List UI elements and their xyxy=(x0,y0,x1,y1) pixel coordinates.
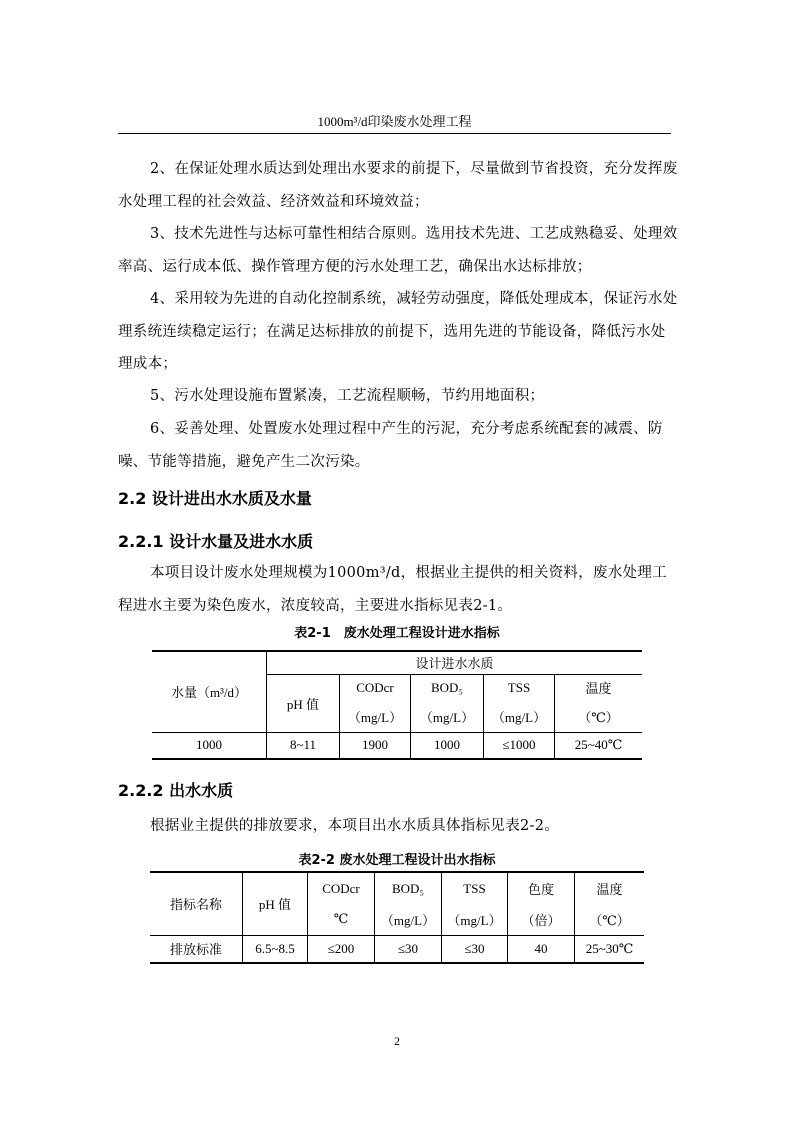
table-1-header-ph: pH 值 xyxy=(267,674,340,732)
table-2-header-bod: BOD₅ xyxy=(375,872,442,904)
table-1-header-tss: TSS xyxy=(484,674,555,701)
table-2-unit-cod: ℃ xyxy=(308,904,375,935)
section-heading-2-2: 2.2 设计进出水水质及水量 xyxy=(118,489,312,508)
table-2-cell-ph: 6.5~8.5 xyxy=(243,935,308,963)
table-2-header-cod: CODcr xyxy=(308,872,375,904)
page-header: 1000m³/d印染废水处理工程 xyxy=(317,114,472,129)
table-2-header-temp: 温度 xyxy=(575,872,645,904)
table-2-cell-cod: ≤200 xyxy=(308,935,375,963)
table-2-unit-bod: （mg/L） xyxy=(375,904,442,935)
table-1-cell-temp: 25~40℃ xyxy=(555,732,643,759)
table-1-unit-bod: （mg/L） xyxy=(411,701,484,732)
page-number: 2 xyxy=(394,1034,400,1048)
paragraph-3: 3、技术先进性与达标可靠性相结合原则。选用技术先进、工艺成熟稳妥、处理效率高、运行成本低、操作管理方便的污水处理工艺，确保出水达标排放； xyxy=(118,226,678,275)
table-2-cell-tss: ≤30 xyxy=(442,935,508,963)
table-1-flow-header: 水量（m³/d） xyxy=(152,651,267,732)
table-1-cell-cod: 1900 xyxy=(340,732,411,759)
table-row xyxy=(152,732,642,759)
paragraph-2-2-2: 根据业主提供的排放要求，本项目出水水质具体指标见表2-2。 xyxy=(150,818,560,834)
table-2-cell-bod: ≤30 xyxy=(375,935,442,963)
table-1-header-temp: 温度 xyxy=(555,674,643,701)
paragraph-2: 2、在保证处理水质达到处理出水要求的前提下，尽量做到节省投资，充分发挥废水处理工程的社会效益、经济效益和环境效益； xyxy=(118,161,678,210)
table-2-header-name: 指标名称 xyxy=(150,872,243,935)
table-1-unit-temp: （℃） xyxy=(555,701,643,732)
table-1-cell-tss: ≤1000 xyxy=(484,732,555,759)
table-2-caption: 表2-2 废水处理工程设计出水指标 xyxy=(298,853,496,868)
table-1-group-header: 设计进水水质 xyxy=(267,651,643,674)
table-1-header-bod: BOD₅ xyxy=(411,674,484,701)
table-2-unit-color: （倍） xyxy=(508,904,575,935)
inflow-quality-table xyxy=(152,650,642,760)
table-1-cell-ph: 8~11 xyxy=(267,732,340,759)
table-2-cell-temp: 25~30℃ xyxy=(575,935,645,963)
table-1-unit-cod: （mg/L） xyxy=(340,701,411,732)
table-1-caption: 表2-1 废水处理工程设计进水指标 xyxy=(294,626,500,641)
table-2-cell-color: 40 xyxy=(508,935,575,963)
table-2-unit-tss: （mg/L） xyxy=(442,904,508,935)
table-1-unit-tss: （mg/L） xyxy=(484,701,555,732)
paragraph-5: 5、污水处理设施布置紧凑，工艺流程顺畅，节约用地面积； xyxy=(150,388,545,404)
table-2-header-tss: TSS xyxy=(442,872,508,904)
table-1-header-cod: CODcr xyxy=(340,674,411,701)
table-2-cell-name: 排放标准 xyxy=(150,935,243,963)
paragraph-6: 6、妥善处理、处置废水处理过程中产生的污泥，充分考虑系统配套的减震、防噪、节能等措施，避免产生二次污染。 xyxy=(118,421,663,470)
table-2-header-color: 色度 xyxy=(508,872,575,904)
table-1-cell-bod: 1000 xyxy=(411,732,484,759)
outflow-quality-table xyxy=(150,871,644,964)
section-heading-2-2-2: 2.2.2 出水水质 xyxy=(118,781,234,800)
table-2-header-ph: pH 值 xyxy=(243,872,308,935)
paragraph-2-2-1: 本项目设计废水处理规模为1000m³/d，根据业主提供的相关资料，废水处理工程进水主要为染色废水，浓度较高，主要进水指标见表2-1。 xyxy=(118,565,668,614)
table-1-cell-flow: 1000 xyxy=(152,732,267,759)
header-rule xyxy=(118,133,671,134)
section-heading-2-2-1: 2.2.1 设计水量及进水水质 xyxy=(118,532,314,551)
table-2-unit-temp: （℃） xyxy=(575,904,645,935)
paragraph-4: 4、采用较为先进的自动化控制系统，减轻劳动强度，降低处理成本，保证污水处理系统连续稳定运行；在满足达标排放的前提下，选用先进的节能设备，降低污水处理成本； xyxy=(118,291,678,372)
table-row xyxy=(150,935,644,963)
